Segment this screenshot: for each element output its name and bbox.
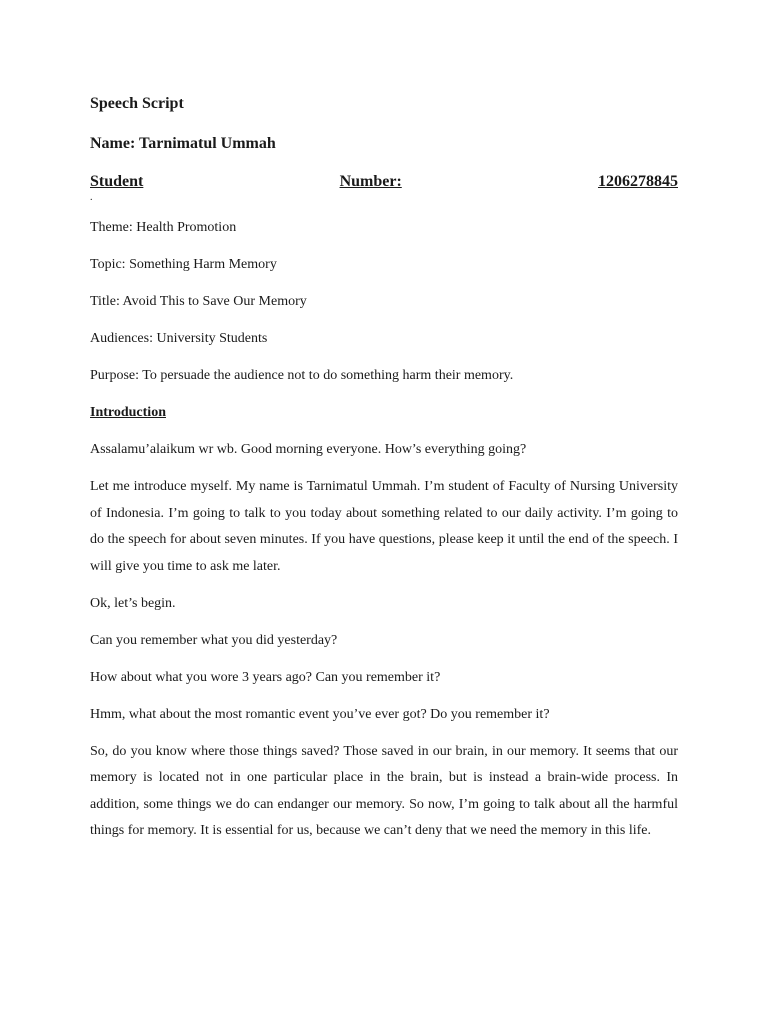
number-label: Number: — [339, 173, 402, 190]
paragraph-introduction: Let me introduce myself. My name is Tarnimatul Ummah. I’m student of Faculty of Nursing University of Indonesia. I’m going to talk to you today about something related to our daily activity. I’m going to do the speech for about seven minutes. If you have questions, please keep it until the end of the speech. I will give you time to ask me later. — [90, 479, 678, 574]
paragraph-greeting: Assalamu’alaikum wr wb. Good morning everyone. How’s everything going? — [90, 442, 527, 457]
meta-purpose: Purpose: To persuade the audience not to do something harm their memory. — [90, 368, 514, 383]
student-number-row — [90, 171, 678, 193]
author-name: Name: Tarnimatul Ummah — [90, 135, 276, 152]
paragraph-question-years-ago: How about what you wore 3 years ago? Can you remember it? — [90, 669, 441, 685]
document-title: Speech Script — [90, 95, 184, 112]
student-number: 1206278845 — [597, 173, 678, 190]
student-label: Student — [90, 173, 144, 190]
meta-audiences: Audiences: University Students — [90, 331, 268, 346]
section-heading-introduction: Introduction — [90, 405, 166, 420]
stray-mark: . — [90, 192, 93, 203]
meta-theme: Theme: Health Promotion — [90, 220, 237, 235]
paragraph-memory-explanation: So, do you know where those things saved? Those saved in our brain, in our memory. It seems that our memory is located not in one particular place in the brain, but is instead a brain-wide process. In addition, some things we do can endanger our memory. So now, I’m going to talk about all the harmful things for memory. It is essential for us, because we can’t deny that we need the memory in this life. — [90, 743, 678, 838]
meta-title: Title: Avoid This to Save Our Memory — [90, 294, 307, 309]
document-body — [90, 93, 678, 855]
meta-topic: Topic: Something Harm Memory — [90, 257, 277, 272]
paragraph-question-romantic: Hmm, what about the most romantic event you’ve ever got? Do you remember it? — [90, 706, 550, 722]
paragraph-question-yesterday: Can you remember what you did yesterday? — [90, 632, 338, 648]
paragraph-begin: Ok, let’s begin. — [90, 595, 176, 611]
